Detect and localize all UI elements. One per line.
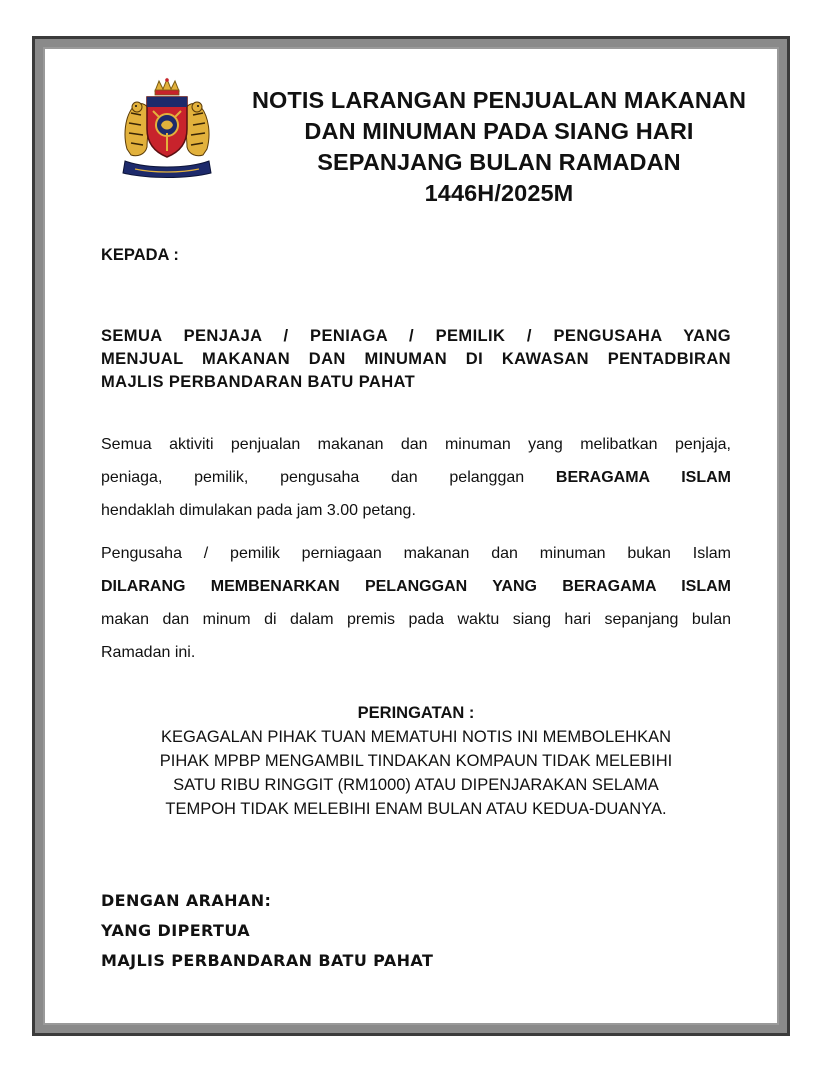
to-label: KEPADA : — [101, 246, 179, 264]
addressee-line: MENJUAL MAKANAN DAN MINUMAN DI KAWASAN PENTADBIRAN — [101, 350, 731, 368]
paragraph-line: hendaklah dimulakan pada jam 3.00 petang. — [101, 502, 416, 519]
notice-page — [43, 47, 779, 1025]
warning-title: PERINGATAN : — [357, 704, 475, 722]
paragraph-line: makan dan minum di dalam premis pada waktu siang hari sepanjang bulan — [101, 611, 731, 628]
addressee-line: MAJLIS PERBANDARAN BATU PAHAT — [101, 373, 416, 391]
addressee-block — [101, 325, 731, 394]
paragraph-line: Ramadan ini. — [101, 644, 196, 661]
paragraph-line: Semua aktiviti penjualan makanan dan minuman yang melibatkan penjaja, — [101, 436, 731, 453]
warning-block — [101, 701, 731, 821]
signature-line: MAJLIS PERBANDARAN BATU PAHAT — [101, 951, 434, 970]
paragraph-sales-time — [101, 428, 731, 527]
warning-line: TEMPOH TIDAK MELEBIHI ENAM BULAN ATAU KEDUA-DUANYA. — [165, 800, 667, 818]
paragraph-bold: DILARANG MEMBENARKAN PELANGGAN YANG BERAGAMA ISLAM — [101, 578, 731, 595]
signature-line: YANG DIPERTUA — [101, 921, 251, 940]
paragraph-line — [101, 461, 731, 494]
warning-line: PIHAK MPBP MENGAMBIL TINDAKAN KOMPAUN TIDAK MELEBIHI — [159, 752, 673, 770]
warning-line: SATU RIBU RINGGIT (RM1000) ATAU DIPENJARAKAN SELAMA — [173, 776, 659, 794]
paragraph-prohibition — [101, 537, 731, 669]
notice-title — [245, 85, 753, 209]
title-line: 1446H/2025M — [424, 180, 574, 206]
warning-line: KEGAGALAN PIHAK TUAN MEMATUHI NOTIS INI MEMBOLEHKAN — [160, 728, 672, 746]
title-line: DAN MINUMAN PADA SIANG HARI — [304, 118, 694, 144]
notice-frame — [32, 36, 790, 1036]
addressee-line: SEMUA PENJAJA / PENIAGA / PEMILIK / PENGUSAHA YANG — [101, 327, 731, 345]
paragraph-text: peniaga, pemilik, pengusaha dan pelanggan — [101, 469, 525, 486]
signature-block — [101, 886, 433, 976]
paragraph-bold: BERAGAMA ISLAM — [555, 469, 732, 486]
municipal-coat-of-arms-icon — [117, 77, 217, 179]
paragraph-line: Pengusaha / pemilik perniagaan makanan dan minuman bukan Islam — [101, 545, 731, 562]
title-line: SEPANJANG BULAN RAMADAN — [317, 149, 681, 175]
paragraph-line — [101, 570, 731, 603]
signature-line: DENGAN ARAHAN: — [101, 891, 272, 910]
title-line: NOTIS LARANGAN PENJUALAN MAKANAN — [251, 87, 747, 113]
